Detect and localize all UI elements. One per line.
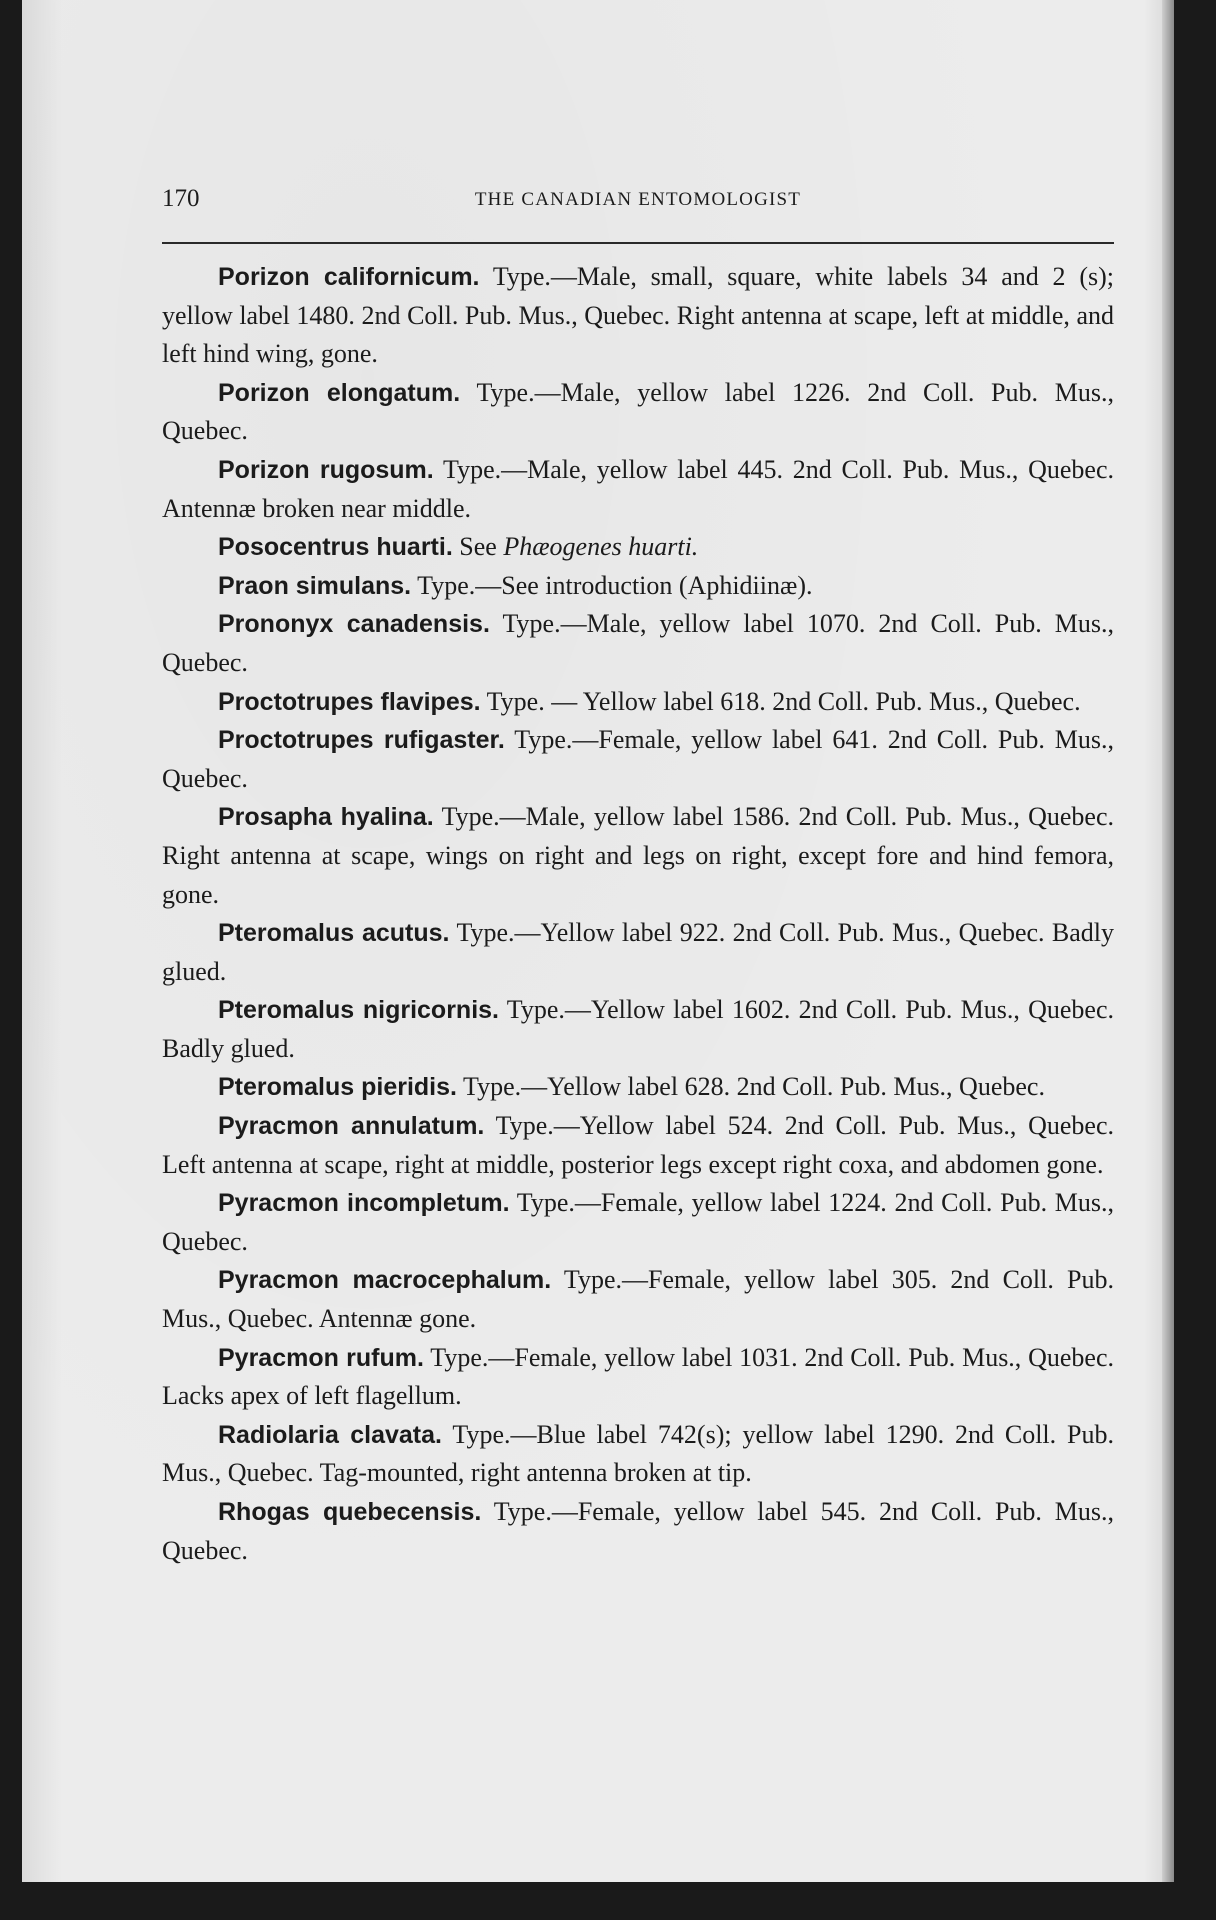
species-name: Proctotrupes flavipes.	[218, 687, 481, 716]
cross-reference: Phæogenes huarti.	[503, 532, 699, 562]
list-item	[162, 567, 1114, 606]
list-item	[162, 1068, 1114, 1107]
species-name: Radiolaria clavata.	[218, 1420, 442, 1449]
species-name: Posocentrus huarti.	[218, 533, 453, 562]
entry-text: Type.—Blue label 742(s); yellow label 1290. 2nd Coll. Pub. Mus., Quebec. Tag-mounted, right antenna broken at tip.	[162, 1419, 1115, 1488]
page-header	[162, 185, 1114, 219]
list-item	[162, 1184, 1114, 1261]
list-item	[162, 374, 1114, 451]
entry-text: Type.—Yellow label 1602. 2nd Coll. Pub. Mus., Quebec. Badly glued.	[162, 995, 1115, 1063]
entry-text: Type.—Female, yellow label 305. 2nd Coll. Pub. Mus., Quebec. Antennæ gone.	[162, 1265, 1114, 1334]
list-item	[162, 1416, 1114, 1493]
list-item	[162, 683, 1114, 722]
species-name: Prosapha hyalina.	[218, 803, 434, 832]
species-name: Proctotrupes rufigaster.	[218, 726, 505, 755]
entry-text: Type.—Yellow label 628. 2nd Coll. Pub. Mus., Quebec.	[463, 1072, 1045, 1102]
entry-text: Type.—Male, yellow label 445. 2nd Coll. Pub. Mus., Quebec. Antennæ broken near middle.	[162, 454, 1115, 523]
entry-text: Type.—Female, yellow label 545. 2nd Coll. Pub. Mus., Quebec.	[162, 1497, 1114, 1565]
list-item	[162, 991, 1114, 1068]
list-item	[162, 605, 1114, 682]
page-edge	[1162, 0, 1174, 1882]
species-name: Praon simulans.	[218, 571, 412, 600]
entry-text: Type.—See introduction (Aphidiinæ).	[417, 570, 813, 600]
entry-text: Type.—Yellow label 524. 2nd Coll. Pub. Mus., Quebec. Left antenna at scape, right at middle, posterior legs except right coxa, and abdomen gone.	[162, 1111, 1115, 1179]
list-item	[162, 914, 1114, 991]
species-name: Prononyx canadensis.	[218, 610, 490, 639]
entry-text: Type.—Female, yellow label 641. 2nd Coll. Pub. Mus., Quebec.	[162, 725, 1114, 793]
list-item	[162, 1107, 1114, 1184]
entry-text: Type.—Male, small, square, white labels 34 and 2 (s); yellow label 1480. 2nd Coll. Pub. Mus., Quebec. Right antenna at scape, left at middle, and left hind wing, gone.	[162, 262, 1114, 369]
entry-list	[162, 258, 1114, 1570]
species-name: Pteromalus pieridis.	[218, 1073, 457, 1102]
page-number: 170	[162, 185, 200, 212]
list-item	[162, 528, 1114, 567]
list-item	[162, 798, 1114, 914]
species-name: Porizon californicum.	[218, 263, 480, 291]
entry-text: See	[459, 532, 497, 562]
entry-text: Type.—Male, yellow label 1226. 2nd Coll. Pub. Mus., Quebec.	[162, 377, 1115, 446]
list-item	[162, 258, 1114, 374]
entry-text: Type.—Female, yellow label 1031. 2nd Coll. Pub. Mus., Quebec. Lacks apex of left flagellum.	[162, 1342, 1115, 1411]
species-name: Pteromalus nigricornis.	[218, 996, 499, 1025]
entry-text: Type.—Male, yellow label 1586. 2nd Coll. Pub. Mus., Quebec. Right antenna at scape, wings on right and legs on right, except fore and hind femora, gone.	[162, 802, 1115, 909]
list-item	[162, 1339, 1114, 1416]
list-item	[162, 1261, 1114, 1338]
species-name: Pyracmon annulatum.	[218, 1112, 485, 1141]
entry-text: Type.—Male, yellow label 1070. 2nd Coll. Pub. Mus., Quebec.	[162, 609, 1114, 677]
list-item	[162, 721, 1114, 798]
entry-text: Type. — Yellow label 618. 2nd Coll. Pub. Mus., Quebec.	[486, 686, 1081, 716]
list-item	[162, 1493, 1114, 1570]
species-name: Porizon elongatum.	[218, 378, 461, 407]
species-name: Rhogas quebecensis.	[218, 1498, 482, 1526]
entry-text: Type.—Female, yellow label 1224. 2nd Coll. Pub. Mus., Quebec.	[162, 1188, 1114, 1256]
species-name: Pyracmon incompletum.	[218, 1189, 510, 1218]
species-name: Porizon rugosum.	[218, 455, 434, 484]
species-name: Pyracmon rufum.	[218, 1343, 424, 1372]
list-item	[162, 451, 1114, 528]
running-head: THE CANADIAN ENTOMOLOGIST	[474, 189, 802, 210]
entry-text: Type.—Yellow label 922. 2nd Coll. Pub. Mus., Quebec. Badly glued.	[162, 918, 1115, 986]
species-name: Pteromalus acutus.	[218, 919, 450, 948]
header-rule	[162, 242, 1114, 244]
species-name: Pyracmon macrocephalum.	[218, 1266, 552, 1295]
